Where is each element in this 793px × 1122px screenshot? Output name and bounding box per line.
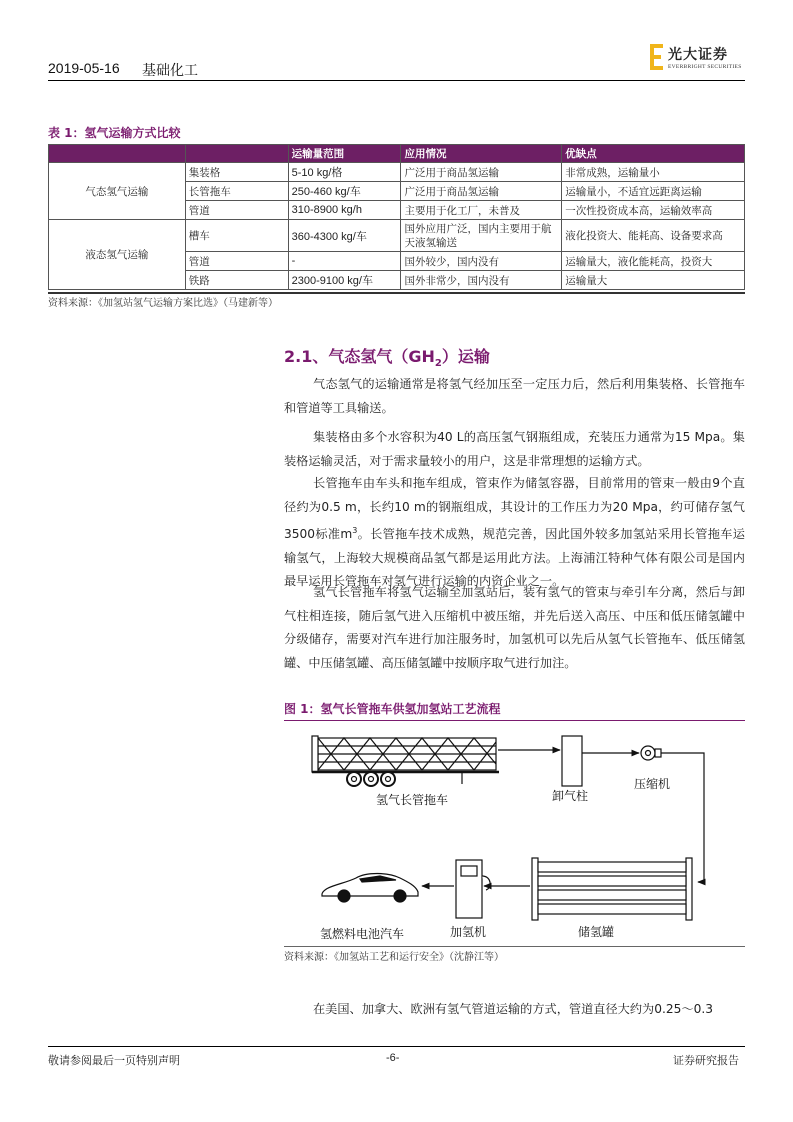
table-cell-usage: 国外应用广泛，国内主要用于航天液氢输送	[401, 220, 562, 252]
page-number: -6-	[386, 1052, 400, 1064]
table-cell-method: 管道	[185, 252, 288, 271]
table-cell-usage: 国外较少，国内没有	[401, 252, 562, 271]
table-header-row	[49, 145, 745, 163]
page-header	[48, 56, 745, 80]
logo-subtext: EVERBRIGHT SECURITIES	[668, 64, 742, 70]
paragraph	[284, 472, 745, 594]
table-cell-range: 2300-9100 kg/车	[288, 271, 401, 290]
label-dispenser: 加氢机	[450, 925, 487, 939]
table-category-cell: 液态氢气运输	[49, 220, 186, 290]
paragraph: 氢气长管拖车将氢气运输至加氢站后，装有氢气的管束与牵引车分离，然后与卸气柱相连接，随后氢气进入压缩机中被压缩，并先后送入高压、中压和低压储氢罐中分级储存，需要对汽车进行加注服务时，加氢机可以先后从氢气长管拖车、低压储氢罐、中压储氢罐、高压储氢罐中按顺序取气进行加注。	[284, 585, 745, 670]
figure-bottom-rule	[284, 946, 745, 947]
paragraph-text: 长管拖车由车头和拖车组成，管束作为储氢容器，目前常用的管束一般由9个直径约为0.5 m，长约10 m的钢瓶组成，其设计的工作压力为20 Mpa，约可储存氢气3500标准m	[284, 476, 745, 542]
table-cell-range: 360-4300 kg/车	[288, 220, 401, 252]
table-source: 资料来源：《加氢站氢气运输方案比选》（马建新等）	[48, 298, 278, 309]
table-cell-usage: 国外非常少，国内没有	[401, 271, 562, 290]
footer-disclaimer: 敬请参阅最后一页特别声明	[48, 1054, 180, 1067]
figure-title: 图 1：氢气长管拖车供氢加氢站工艺流程	[284, 702, 501, 716]
figure-top-rule	[284, 720, 745, 721]
table-header-cell: 优缺点	[562, 145, 745, 163]
table-cell-usage: 广泛用于商品氢运输	[401, 182, 562, 201]
table-row	[49, 220, 745, 252]
dispenser-icon	[456, 860, 490, 918]
compressor-icon	[641, 746, 661, 760]
table-row	[49, 163, 745, 182]
table-cell-pros-cons: 运输量小，不适宜远距离运输	[562, 182, 745, 201]
footer-divider	[48, 1046, 745, 1047]
table-cell-method: 槽车	[185, 220, 288, 252]
paragraph-text: 。长管拖车技术成熟，规范完善，因此国外较多加氢站采用长管拖车运输氢气，上海较大规模商品氢气都是运用此方法。上海浦江特种气体有限公司是国内最早运用长管拖车对氢气进行运输的内资企业之一。	[284, 527, 745, 589]
paragraph: 气态氢气的运输通常是将氢气经加压至一定压力后，然后利用集装格、长管拖车和管道等工具输送。	[284, 377, 745, 415]
table-cell-method: 铁路	[185, 271, 288, 290]
table-cell-range: 310-8900 kg/h	[288, 201, 401, 220]
label-fuel-cell-car: 氢燃料电池汽车	[320, 927, 405, 941]
company-logo	[650, 44, 745, 76]
table-header-cell: 应用情况	[401, 145, 562, 163]
table-title: 表 1：氢气运输方式比较	[48, 126, 181, 140]
table-cell-method: 集装格	[185, 163, 288, 182]
tube-trailer-icon	[312, 736, 499, 786]
table-cell-pros-cons: 运输量大，液化能耗高，投资大	[562, 252, 745, 271]
header-divider	[48, 80, 745, 81]
paragraph: 在美国、加拿大、欧洲有氢气管道运输的方式，管道直径大约为0.25～0.3	[313, 1002, 713, 1016]
table-cell-method: 管道	[185, 201, 288, 220]
table-cell-pros-cons: 液化投资大、能耗高、设备要求高	[562, 220, 745, 252]
storage-tank-icon	[532, 858, 692, 920]
table-header-cell	[185, 145, 288, 163]
table-cell-pros-cons: 非常成熟，运输量小	[562, 163, 745, 182]
hydrogen-station-flow-diagram	[284, 726, 745, 944]
table-cell-range: 5-10 kg/格	[288, 163, 401, 182]
table-header-cell: 运输量范围	[288, 145, 401, 163]
report-date: 2019-05-16	[48, 60, 120, 76]
table-cell-pros-cons: 一次性投资成本高，运输效率高	[562, 201, 745, 220]
transport-comparison-table	[48, 144, 745, 290]
logo-text: 光大证券	[668, 47, 728, 63]
logo-mark-icon	[650, 44, 664, 70]
table-cell-method: 长管拖车	[185, 182, 288, 201]
unloading-column-icon	[562, 736, 582, 786]
table-cell-range: 250-460 kg/车	[288, 182, 401, 201]
section-heading-suffix: ）运输	[441, 347, 490, 366]
label-tube-trailer: 氢气长管拖车	[376, 793, 449, 807]
fuel-cell-car-icon	[322, 874, 418, 903]
report-category: 基础化工	[142, 62, 198, 78]
label-unloading-column: 卸气柱	[552, 789, 589, 803]
table-cell-range: -	[288, 252, 401, 271]
figure-source: 资料来源：《加氢站工艺和运行安全》（沈静江等）	[284, 952, 504, 963]
section-heading-subscript: 2	[434, 358, 442, 370]
section-heading	[284, 344, 490, 369]
label-storage-tank: 储氢罐	[578, 925, 615, 939]
table-cell-usage: 主要用于化工厂，未普及	[401, 201, 562, 220]
table-category-cell: 气态氢气运输	[49, 163, 186, 220]
footer-report-type: 证券研究报告	[673, 1054, 739, 1067]
table-cell-pros-cons: 运输量大	[562, 271, 745, 290]
paragraph: 集装格由多个水容积为40 L的高压氢气钢瓶组成，充装压力通常为15 Mpa。集装格运输灵活，对于需求量较小的用户，这是非常理想的运输方式。	[284, 430, 745, 468]
section-heading-prefix: 2.1、气态氢气（GH	[284, 347, 435, 366]
paragraph-superscript: 3	[352, 526, 358, 535]
table-header-cell	[49, 145, 186, 163]
label-compressor: 压缩机	[634, 777, 671, 791]
table-cell-usage: 广泛用于商品氢运输	[401, 163, 562, 182]
